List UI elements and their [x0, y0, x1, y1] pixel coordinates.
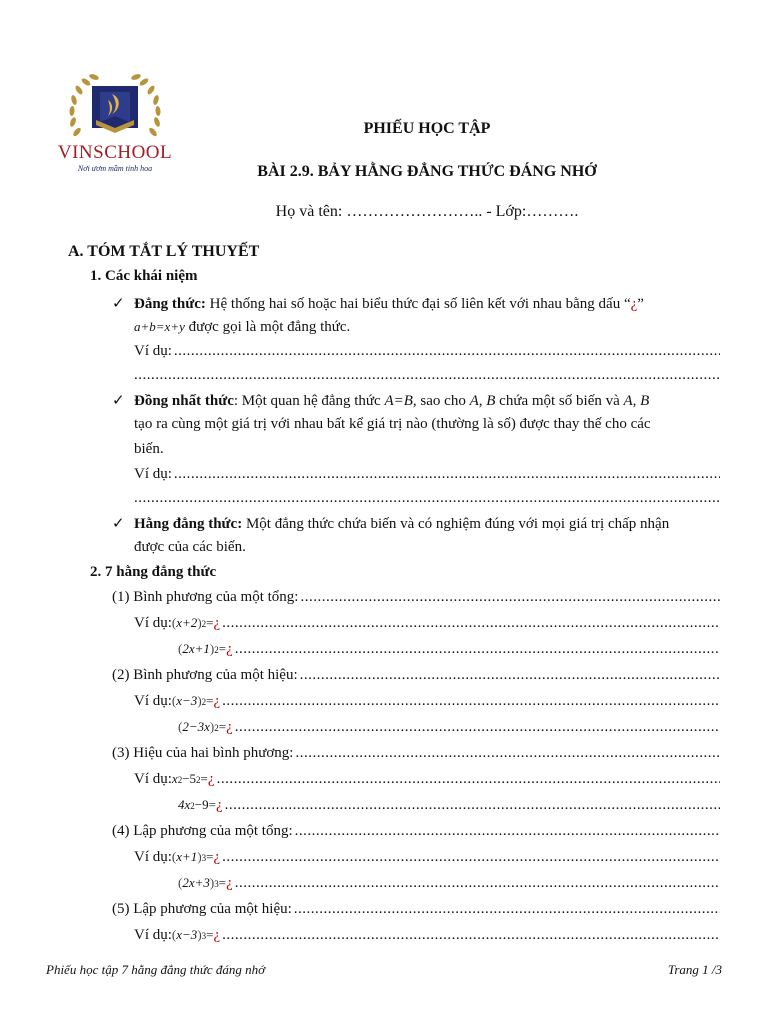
bullet-identity-definition: ✓ Hằng đẳng thức: Một đẳng thức chứa biến và có nghiệm đúng với mọi giá trị chấp nhận: [112, 516, 670, 532]
identity-2-example-1: Ví dụ: ( x−3 ) 2 = ¿ .....: [134, 693, 720, 710]
identity-1-example-2: ( 2x+1 ) 2 = ¿ .....: [178, 641, 720, 658]
identity-item-5: (5) Lập phương của một hiệu: .....: [112, 901, 720, 918]
identity-5-example-1: Ví dụ: ( x−3 ) 3 = ¿ .....: [134, 927, 720, 944]
example-continuation-line: [134, 367, 720, 384]
student-info-line: Họ và tên: …………………….. - Lớp:……….: [275, 203, 579, 220]
bullet-identity: ✓ Đồng nhất thức: Một quan hệ đẳng thức A=B, sao cho A, B chứa một số biến và A, B: [112, 393, 650, 409]
subsection-concepts: 1. Các khái niệm: [90, 268, 198, 284]
identity-2-example-2: ( 2−3x ) 2 = ¿ .....: [178, 719, 720, 736]
identity-1-example-1: Ví dụ: ( x+2 ) 2 = ¿ .....: [134, 615, 720, 632]
identity-item-2: (2) Bình phương của một hiệu: .....: [112, 667, 720, 684]
identity-text-line-2: tạo ra cùng một giá trị với nhau bất kể giá trị nào (thường là số) được thay thế cho các: [134, 416, 651, 432]
checkmark-icon: ✓: [112, 393, 125, 409]
bullet-equality: ✓ Đẳng thức: Hệ thống hai số hoặc hai biểu thức đại số liên kết với nhau bằng dấu “¿”: [112, 296, 644, 312]
identity-3-example-1: Ví dụ: x 2 −5 2 = ¿ .....: [134, 771, 720, 788]
identity-item-3: (3) Hiệu của hai bình phương: .....: [112, 745, 720, 762]
footer-page-number: Trang 1 /3: [667, 962, 722, 977]
logo-emblem-icon: [50, 70, 180, 150]
subsection-seven-identities: 2. 7 hằng đẳng thức: [90, 564, 217, 580]
equality-formula-line: a+b=x+y được gọi là một đẳng thức.: [134, 319, 351, 335]
checkmark-icon: ✓: [112, 296, 125, 312]
identity-4-example-2: ( 2x+3 ) 3 = ¿ .....: [178, 875, 720, 892]
page-title: PHIẾU HỌC TẬP: [363, 120, 491, 137]
checkmark-icon: ✓: [112, 516, 125, 532]
example-continuation-line: [134, 490, 720, 507]
identity-definition-line-2: được của các biến.: [134, 539, 246, 555]
lesson-title: BÀI 2.9. BẢY HẰNG ĐẲNG THỨC ĐÁNG NHỚ: [257, 163, 597, 180]
identity-4-example-1: Ví dụ: ( x+1 ) 3 = ¿ .....: [134, 849, 720, 866]
example-line: Ví dụ: .....: [134, 343, 720, 360]
logo-slogan: Nơi ươm mầm tinh hoa: [77, 164, 153, 173]
example-line: Ví dụ: .....: [134, 466, 720, 483]
logo-brand-text: VINSCHOOL: [57, 142, 173, 163]
identity-item-4: (4) Lập phương của một tổng: .....: [112, 823, 720, 840]
identity-item-1: (1) Bình phương của một tổng: .....: [112, 589, 720, 606]
footer-title: Phiếu học tập 7 hằng đẳng thức đáng nhớ: [46, 962, 266, 977]
identity-3-example-2: 4x 2 −9 = ¿ .....: [178, 797, 720, 814]
identity-text-line-3: biến.: [134, 441, 164, 457]
section-a-heading: A. TÓM TẮT LÝ THUYẾT: [68, 243, 260, 260]
